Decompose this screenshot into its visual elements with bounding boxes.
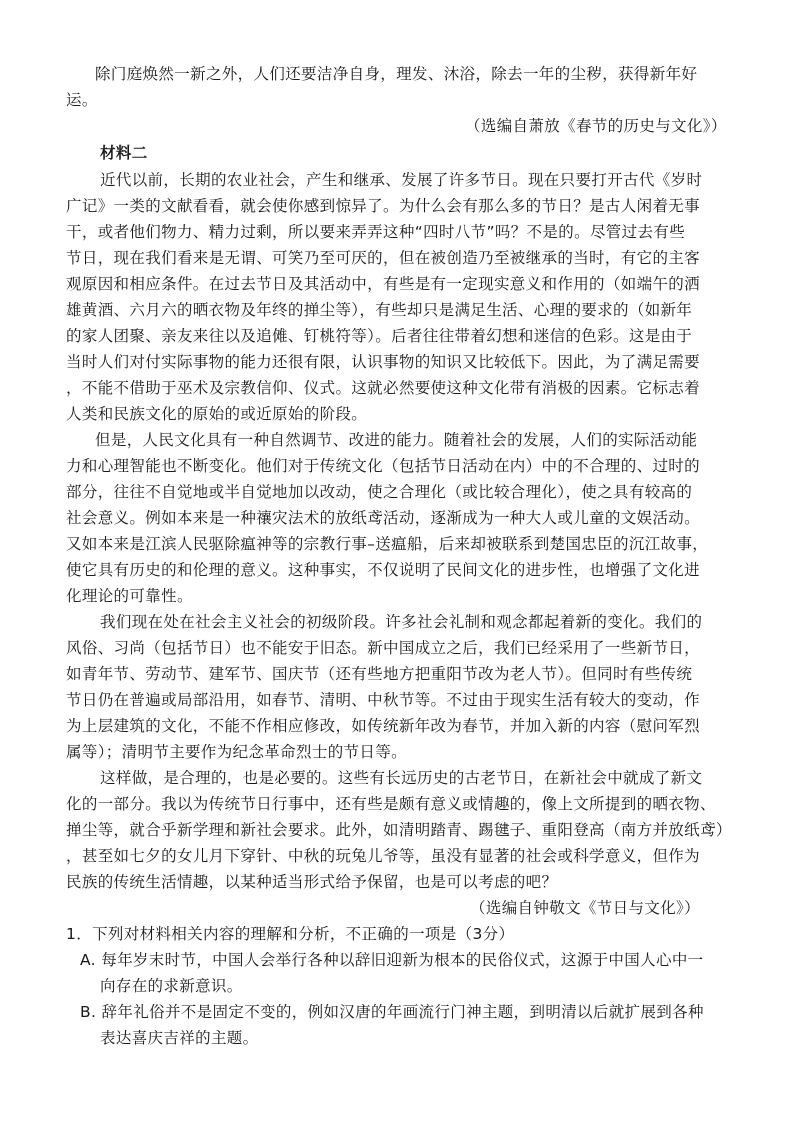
paragraph-line: 部分，往往不自觉地或半自觉地加以改动，使之合理化（或比较合理化），使之具有较高的 — [66, 483, 693, 501]
paragraph-line: 当时人们对付实际事物的能力还很有限，认识事物的知识又比较低下。因此，为了满足需要 — [66, 353, 701, 371]
paragraph-line: 节日仍在普遍或局部沿用，如春节、清明、中秋节等。不过由于现实生活有较大的变动，作 — [66, 691, 701, 709]
paragraph-line: 雄黄酒、六月六的晒衣物及年终的掸尘等），有些却只是满足生活、心理的要求的（如新年 — [66, 301, 693, 319]
paragraph-line: 观原因和相应条件。在过去节日及其活动中，有些是有一定现实意义和作用的（如端午的洒 — [66, 275, 701, 293]
paragraph-line: 干，或者他们物力、精力过剩，所以要来弄弄这种“四时八节”吗？不是的。尽管过去有些 — [66, 223, 686, 241]
paragraph-line: 民族的传统生活情趣，以某种适当形式给予保留，也是可以考虑的吧？ — [66, 873, 558, 891]
paragraph-line: ，甚至如七夕的女儿月下穿针、中秋的玩兔儿爷等，虽没有显著的社会或科学意义，但作为 — [66, 847, 701, 865]
paragraph-line: 掸尘等，就合乎新学理和新社会要求。此外，如清明踏青、踢毽子、重阳登高（南方并放纸鸢） — [66, 821, 732, 839]
option-b-continuation: 表达喜庆吉祥的主题。 — [100, 1029, 259, 1047]
paragraph-line: 广记》一类的文献看看，就会使你感到惊异了。为什么会有那么多的节日？是古人闲着无事 — [66, 197, 701, 215]
paragraph-line: 但是，人民文化具有一种自然调节、改进的能力。随着社会的发展，人们的实际活动能 — [95, 431, 698, 449]
paragraph-line: 我们现在处在社会主义社会的初级阶段。许多社会礼制和观念都起着新的变化。我们的 — [100, 613, 703, 631]
option-b: B. 辞年礼俗并不是固定不变的，例如汉唐的年画流行门神主题，到明清以后就扩展到各种 — [80, 1003, 704, 1021]
paragraph-line: 使它具有历史的和伦理的意义。这种事实，不仅说明了民间文化的进步性，也增强了文化进 — [66, 561, 701, 579]
paragraph-line: 除门庭焕然一新之外，人们还要洁净自身，理发、沐浴，除去一年的尘秽，获得新年好 — [95, 65, 698, 83]
question-stem: 1．下列对材料相关内容的理解和分析，不正确的一项是（3分） — [66, 925, 515, 943]
paragraph-line: 节日，现在我们看来是无谓、可笑乃至可厌的，但在被创造乃至被继承的当时，有它的主客 — [66, 249, 701, 267]
option-a-continuation: 向存在的求新意识。 — [100, 977, 243, 995]
source-citation: （选编自钟敬文《节日与文化》） — [470, 899, 701, 917]
paragraph-line: 化理论的可靠性。 — [66, 587, 193, 605]
paragraph-line: 人类和民族文化的原始的或近原始的阶段。 — [66, 405, 368, 423]
option-a: A. 每年岁末时节，中国人会举行各种以辞旧迎新为根本的民俗仪式，这源于中国人心中一 — [80, 951, 704, 969]
paragraph-line: 属等）；清明节主要作为纪念革命烈士的节日等。 — [66, 743, 407, 761]
paragraph-line: 为上层建筑的文化，不能不作相应修改，如传统新年改为春节，并加入新的内容（慰问军烈 — [66, 717, 701, 735]
paragraph-line: 又如本来是江滨人民驱除瘟神等的宗教行事–送瘟船，后来却被联系到楚国忠臣的沉江故事， — [66, 535, 709, 553]
paragraph-line: 这样做，是合理的，也是必要的。这些有长远历史的古老节日，在新社会中就成了新文 — [100, 769, 703, 787]
paragraph-line: 的家人团聚、亲友来往以及追傩、钉桃符等）。后者往往带着幻想和迷信的色彩。这是由于 — [66, 327, 693, 345]
paragraph-line: 社会意义。例如本来是一种禳灾法术的放纸鸢活动，逐渐成为一种大人或儿童的文娱活动。 — [66, 509, 701, 527]
paragraph-line: 风俗、习尚（包括节日）也不能安于旧态。新中国成立之后，我们已经采用了一些新节日， — [66, 639, 701, 657]
paragraph-line: 运。 — [66, 91, 98, 109]
source-citation: （选编自萧放《春节的历史与文化》） — [465, 117, 727, 135]
paragraph-line: 如青年节、劳动节、建军节、国庆节（还有些地方把重阳节改为老人节）。但同时有些传统 — [66, 665, 693, 683]
section-heading: 材料二 — [100, 144, 148, 162]
paragraph-line: 近代以前，长期的农业社会，产生和继承、发展了许多节日。现在只要打开古代《岁时 — [100, 171, 703, 189]
paragraph-line: ，不能不借助于巫术及宗教信仰、仪式。这就必然要使这种文化带有消极的因素。它标志着 — [66, 379, 701, 397]
paragraph-line: 力和心理智能也不断变化。他们对于传统文化（包括节日活动在内）中的不合理的、过时的 — [66, 457, 701, 475]
paragraph-line: 化的一部分。我以为传统节日行事中，还有些是颇有意义或情趣的，像上文所提到的晒衣物、 — [66, 795, 716, 813]
